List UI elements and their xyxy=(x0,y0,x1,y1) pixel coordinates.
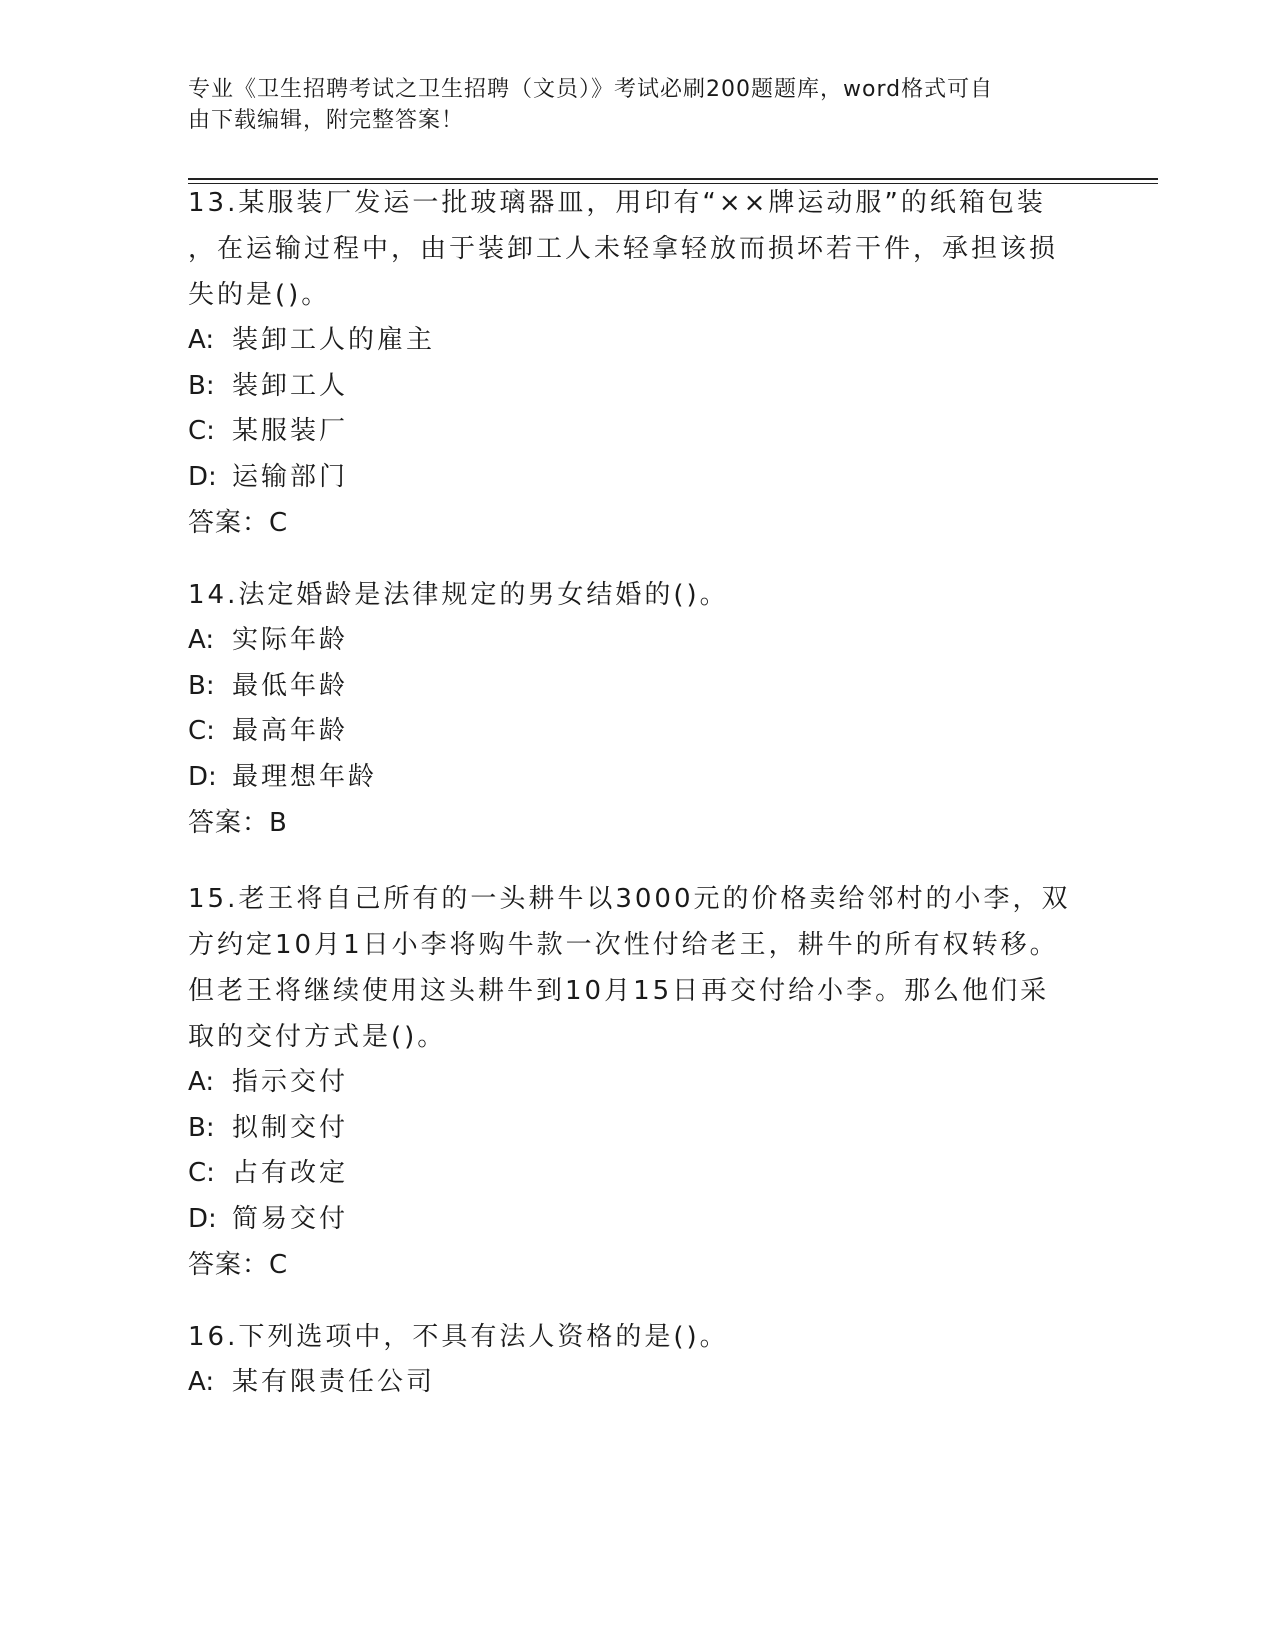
option-d: D: 简易交付 xyxy=(188,1203,349,1234)
question-stem-line: 16.下列选项中，不具有法人资格的是()。 xyxy=(188,1322,729,1352)
option-d: D: 最理想年龄 xyxy=(188,761,378,792)
option-c: C: 最高年龄 xyxy=(188,716,349,746)
question-stem-line: 方约定10月1日小李将购牛款一次性付给老王，耕牛的所有权转移。 xyxy=(188,930,1059,960)
question-stem-line: 但老王将继续使用这头耕牛到10月15日再交付给小李。那么他们采 xyxy=(188,976,1050,1006)
question-15 xyxy=(188,876,1088,1288)
option-b: B: 拟制交付 xyxy=(188,1112,349,1143)
header-line-1: 专业《卫生招聘考试之卫生招聘（文员）》考试必刷200题题库，word格式可自 xyxy=(188,77,994,102)
answer: 答案：C xyxy=(188,1250,289,1280)
question-16 xyxy=(188,1314,1088,1406)
question-13 xyxy=(188,180,1088,546)
question-stem-line: ，在运输过程中，由于装卸工人未轻拿轻放而损坏若干件，承担该损 xyxy=(188,234,1059,264)
question-stem-line: 失的是()。 xyxy=(188,280,331,310)
document-header xyxy=(188,74,1068,136)
option-b: B: 最低年龄 xyxy=(188,670,349,701)
answer: 答案：B xyxy=(188,808,288,838)
answer: 答案：C xyxy=(188,508,289,538)
option-c: C: 占有改定 xyxy=(188,1158,349,1188)
header-line-2: 由下载编辑，附完整答案！ xyxy=(188,108,465,133)
question-stem-line: 14.法定婚龄是法律规定的男女结婚的()。 xyxy=(188,580,729,610)
option-a: A: 指示交付 xyxy=(188,1067,349,1097)
question-stem-line: 取的交付方式是()。 xyxy=(188,1022,447,1052)
option-d: D: 运输部门 xyxy=(188,461,349,492)
option-a: A: 某有限责任公司 xyxy=(188,1367,436,1397)
option-b: B: 装卸工人 xyxy=(188,370,349,401)
question-14 xyxy=(188,572,1088,846)
question-stem-line: 13.某服装厂发运一批玻璃器皿，用印有“××牌运动服”的纸箱包装 xyxy=(188,188,1046,218)
option-a: A: 装卸工人的雇主 xyxy=(188,325,436,355)
option-c: C: 某服装厂 xyxy=(188,416,349,446)
option-a: A: 实际年龄 xyxy=(188,625,349,655)
question-stem-line: 15.老王将自己所有的一头耕牛以3000元的价格卖给邻村的小李，双 xyxy=(188,884,1071,914)
